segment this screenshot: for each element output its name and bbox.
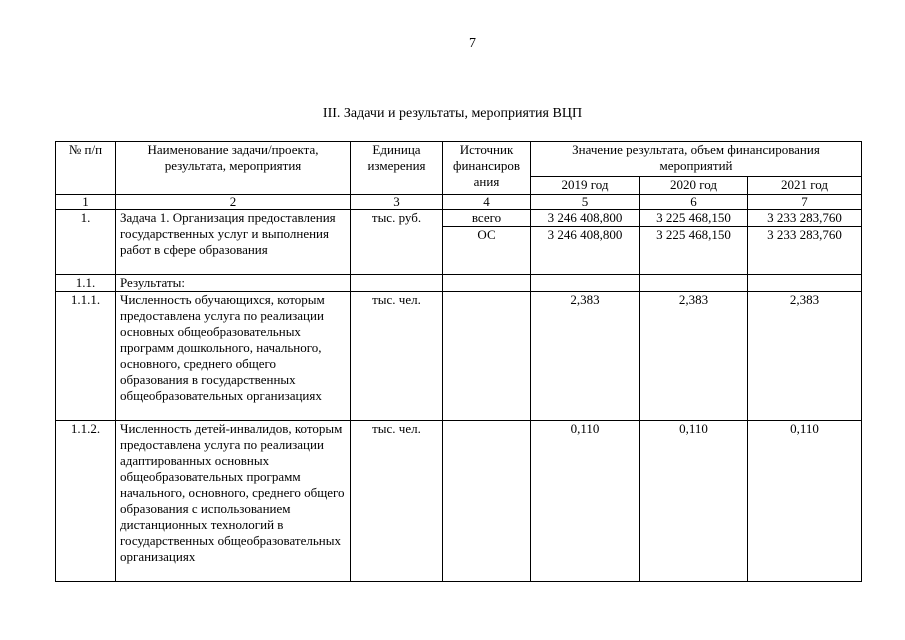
result-row bbox=[56, 421, 862, 582]
task-unit: тыс. руб. bbox=[351, 210, 443, 275]
task-value-2021-total: 3 233 283,760 bbox=[748, 210, 862, 227]
result-value-2019: 2,383 bbox=[531, 292, 640, 421]
header-row-1 bbox=[56, 142, 862, 177]
result-name: Численность обучающихся, которым предоставлена услуга по реализации основных общеобразовательных программ дошкольного, начального, основного, среднего общего образования в государственных общеобразовательных организациях bbox=[116, 292, 351, 421]
result-num: 1.1.2. bbox=[56, 421, 116, 582]
task-value-2020-total: 3 225 468,150 bbox=[640, 210, 748, 227]
result-num: 1.1.1. bbox=[56, 292, 116, 421]
result-value-2020: 0,110 bbox=[640, 421, 748, 582]
result-source bbox=[443, 421, 531, 582]
header-year-2020: 2020 год bbox=[640, 177, 748, 195]
empty-cell bbox=[351, 275, 443, 292]
results-header-row bbox=[56, 275, 862, 292]
task-value-2019-os: 3 246 408,800 bbox=[531, 227, 640, 275]
header-year-2021: 2021 год bbox=[748, 177, 862, 195]
result-value-2021: 2,383 bbox=[748, 292, 862, 421]
results-table bbox=[55, 141, 862, 582]
header-unit: Единица измерения bbox=[351, 142, 443, 195]
result-row bbox=[56, 292, 862, 421]
column-number: 4 bbox=[443, 195, 531, 210]
task-row bbox=[56, 210, 862, 227]
task-source-os: ОС bbox=[443, 227, 531, 275]
results-label: Результаты: bbox=[116, 275, 351, 292]
result-value-2019: 0,110 bbox=[531, 421, 640, 582]
column-numbers-row bbox=[56, 195, 862, 210]
task-num: 1. bbox=[56, 210, 116, 275]
task-source-total: всего bbox=[443, 210, 531, 227]
results-num: 1.1. bbox=[56, 275, 116, 292]
task-value-2019-total: 3 246 408,800 bbox=[531, 210, 640, 227]
column-number: 6 bbox=[640, 195, 748, 210]
column-number: 5 bbox=[531, 195, 640, 210]
header-values: Значение результата, объем финансирования мероприятий bbox=[531, 142, 862, 177]
column-number: 3 bbox=[351, 195, 443, 210]
result-value-2020: 2,383 bbox=[640, 292, 748, 421]
section-title: III. Задачи и результаты, мероприятия ВЦП bbox=[322, 106, 583, 121]
task-value-2020-os: 3 225 468,150 bbox=[640, 227, 748, 275]
header-num: № п/п bbox=[56, 142, 116, 195]
result-source bbox=[443, 292, 531, 421]
column-number: 1 bbox=[56, 195, 116, 210]
column-number: 7 bbox=[748, 195, 862, 210]
column-number: 2 bbox=[116, 195, 351, 210]
result-value-2021: 0,110 bbox=[748, 421, 862, 582]
empty-cell bbox=[640, 275, 748, 292]
header-name: Наименование задачи/проекта, результата, мероприятия bbox=[116, 142, 351, 195]
empty-cell bbox=[748, 275, 862, 292]
page-number: 7 bbox=[469, 36, 476, 51]
empty-cell bbox=[443, 275, 531, 292]
task-name: Задача 1. Организация предоставления государственных услуг и выполнения работ в сфере образования bbox=[116, 210, 351, 275]
result-name: Численность детей-инвалидов, которым предоставлена услуга по реализации адаптированных основных общеобразовательных программ начального, основного, среднего общего образования с использованием дистанционных технологий в государственных общеобразовательных организациях bbox=[116, 421, 351, 582]
header-year-2019: 2019 год bbox=[531, 177, 640, 195]
header-source: Источник финансиров ания bbox=[443, 142, 531, 195]
empty-cell bbox=[531, 275, 640, 292]
result-unit: тыс. чел. bbox=[351, 421, 443, 582]
result-unit: тыс. чел. bbox=[351, 292, 443, 421]
task-value-2021-os: 3 233 283,760 bbox=[748, 227, 862, 275]
